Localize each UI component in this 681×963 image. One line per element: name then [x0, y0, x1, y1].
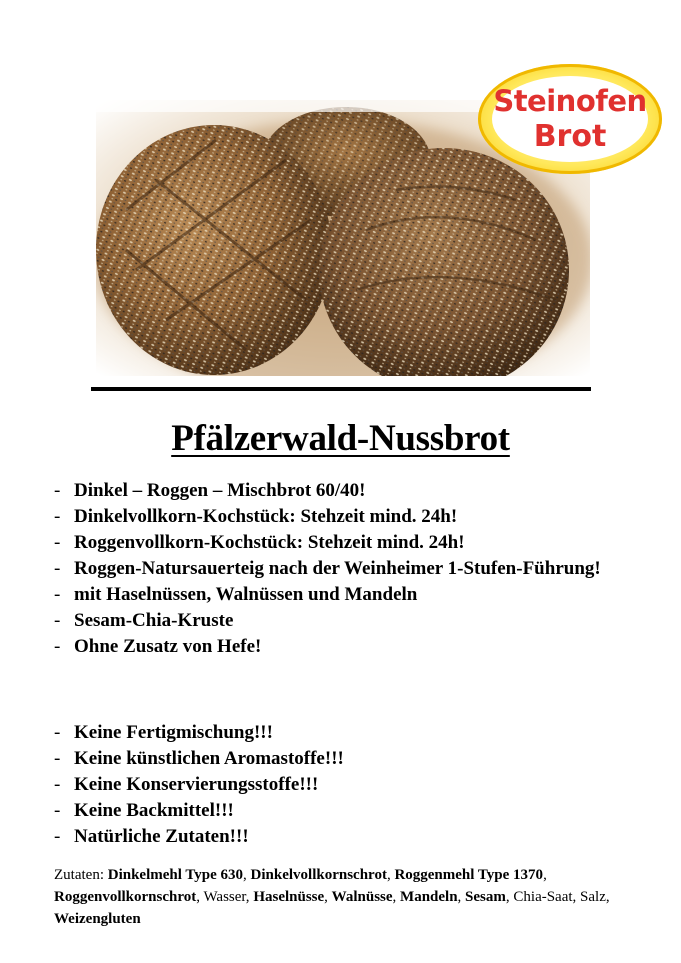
- list-item-text: Natürliche Zutaten!!!: [74, 826, 249, 847]
- list-item-text: Dinkelvollkorn-Kochstück: Stehzeit mind. 24h!: [74, 506, 458, 527]
- page-title: Pfälzerwald-Nussbrot: [171, 418, 510, 459]
- ingredient-text: ,: [457, 889, 466, 905]
- feature-list: [54, 478, 601, 660]
- list-item-text: Dinkel – Roggen – Mischbrot 60/40!: [74, 480, 366, 501]
- list-item: [54, 772, 344, 798]
- list-item: [54, 530, 601, 556]
- bullet-marker: -: [54, 826, 61, 847]
- bullet-marker: -: [54, 558, 61, 579]
- list-item-text: Keine Fertigmischung!!!: [74, 722, 273, 743]
- steinofen-brot-logo: [478, 64, 662, 174]
- list-item: [54, 746, 344, 772]
- ingredients-text: [54, 864, 634, 930]
- list-item-text: mit Haselnüssen, Walnüssen und Mandeln: [74, 584, 418, 605]
- list-item: [54, 634, 601, 660]
- list-item: [54, 504, 601, 530]
- bullet-marker: -: [54, 610, 61, 631]
- ingredient-bold: Roggenvollkornschrot: [54, 889, 197, 905]
- list-item: [54, 798, 344, 824]
- ingredient-text: ,: [243, 867, 251, 883]
- ingredient-text: , Wasser,: [196, 889, 254, 905]
- list-item-text: Sesam-Chia-Kruste: [74, 610, 234, 631]
- ingredient-bold: Mandeln: [400, 889, 458, 905]
- list-item-text: Keine künstlichen Aromastoffe!!!: [74, 748, 344, 769]
- divider-line: [91, 387, 591, 391]
- ingredient-bold: Dinkelmehl Type 630: [107, 867, 244, 883]
- logo-line-1: Steinofen: [493, 83, 647, 118]
- list-item-text: Roggen-Natursauerteig nach der Weinheimer 1-Stufen-Führung!: [74, 558, 601, 579]
- ingredient-bold: Sesam: [465, 889, 506, 905]
- ingredient-bold: Walnüsse: [331, 889, 393, 905]
- ingredient-bold: Dinkelvollkornschrot: [250, 867, 387, 883]
- bullet-marker: -: [54, 532, 61, 553]
- list-item-text: Roggenvollkorn-Kochstück: Stehzeit mind. 24h!: [74, 532, 465, 553]
- ingredient-text: , Chia-Saat, Salz,: [505, 889, 610, 905]
- list-item: [54, 556, 601, 582]
- list-item: [54, 824, 344, 850]
- ingredient-text: ,: [543, 867, 547, 883]
- ingredient-bold: Haselnüsse: [253, 889, 325, 905]
- list-item: [54, 720, 344, 746]
- bullet-marker: -: [54, 506, 61, 527]
- list-item-text: Keine Backmittel!!!: [74, 800, 234, 821]
- list-item-text: Ohne Zusatz von Hefe!: [74, 636, 262, 657]
- logo-line-2: Brot: [533, 118, 607, 154]
- bullet-marker: -: [54, 774, 61, 795]
- logo-inner: [492, 76, 648, 162]
- bullet-marker: -: [54, 722, 61, 743]
- bullet-marker: -: [54, 636, 61, 657]
- bullet-marker: -: [54, 584, 61, 605]
- bullet-marker: -: [54, 480, 61, 501]
- ingredient-text: ,: [386, 867, 395, 883]
- bullet-marker: -: [54, 800, 61, 821]
- list-item-text: Keine Konservierungsstoffe!!!: [74, 774, 319, 795]
- ingredients-items: [54, 867, 610, 927]
- claims-list: [54, 720, 344, 850]
- ingredient-text: ,: [324, 889, 332, 905]
- ingredient-bold: Weizengluten: [54, 911, 141, 927]
- list-item: [54, 582, 601, 608]
- bullet-marker: -: [54, 748, 61, 769]
- list-item: [54, 478, 601, 504]
- ingredient-bold: Roggenmehl Type 1370: [394, 867, 544, 883]
- ingredients-label: Zutaten:: [54, 867, 108, 883]
- list-item: [54, 608, 601, 634]
- ingredient-text: ,: [392, 889, 401, 905]
